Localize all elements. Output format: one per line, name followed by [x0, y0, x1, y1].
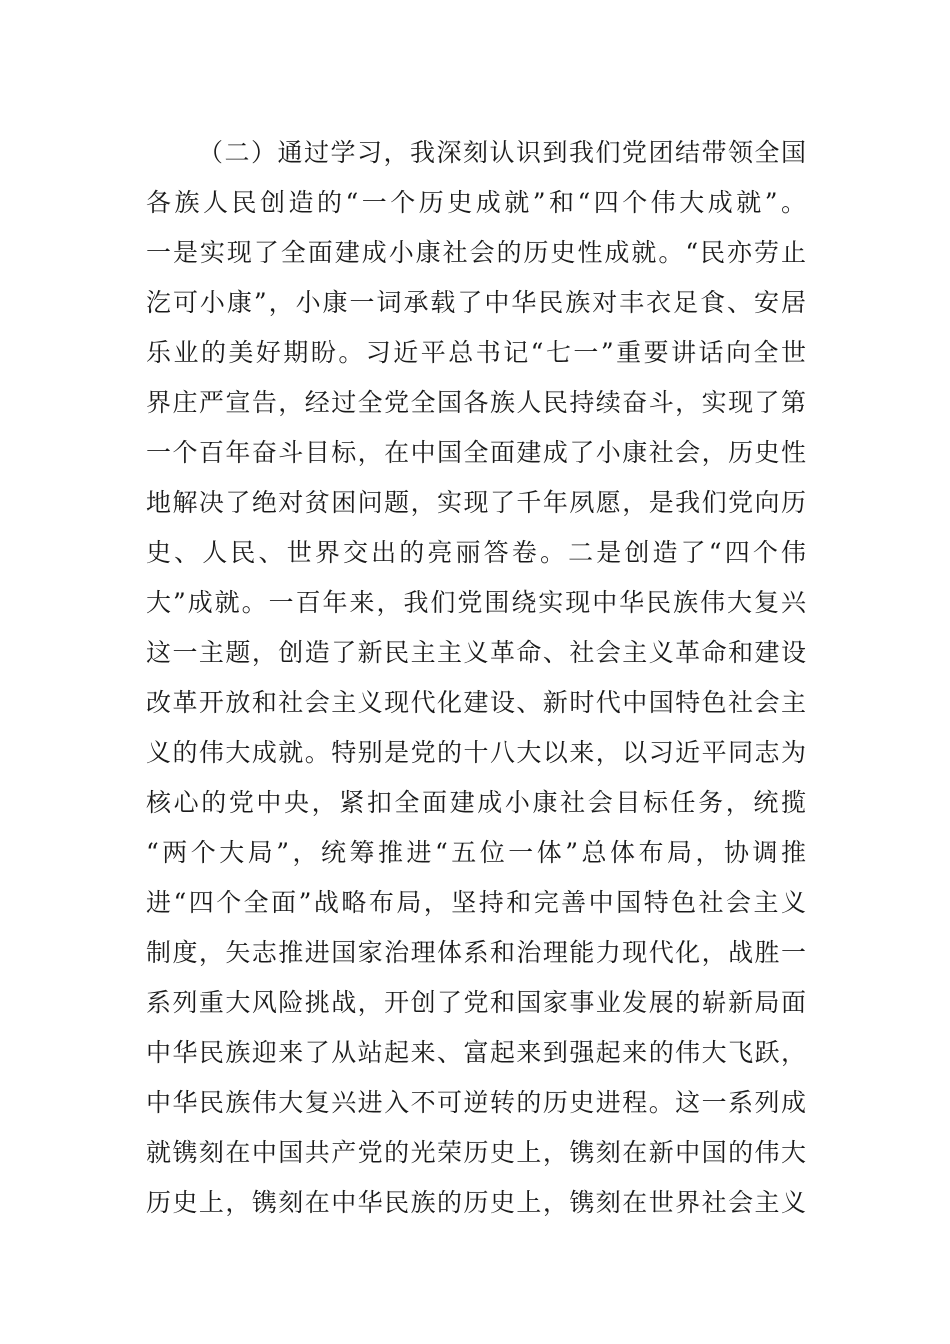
text-line-16: 进“四个全面”战略布局，坚持和完善中国特色社会主义: [146, 888, 806, 917]
text-line-15: “两个大局”，统筹推进“五位一体”总体布局，协调推: [146, 838, 806, 867]
text-line-13: 义的伟大成就。特别是党的十八大以来，以习近平同志为: [146, 738, 806, 767]
text-line-6: 界庄严宣告，经过全党全国各族人民持续奋斗，实现了第: [146, 388, 806, 417]
text-line-4: 汔可小康”，小康一词承载了中华民族对丰衣足食、安居: [146, 288, 806, 317]
text-line-2: 各族人民创造的“一个历史成就”和“四个伟大成就”。: [146, 188, 806, 217]
text-line-12: 改革开放和社会主义现代化建设、新时代中国特色社会主: [146, 688, 806, 717]
text-line-5: 乐业的美好期盼。习近平总书记“七一”重要讲话向全世: [146, 338, 806, 367]
text-line-10: 大”成就。一百年来，我们党围绕实现中华民族伟大复兴: [146, 588, 806, 617]
text-line-9: 史、人民、世界交出的亮丽答卷。二是创造了“四个伟: [146, 538, 806, 567]
text-line-17: 制度，矢志推进国家治理体系和治理能力现代化，战胜一: [146, 938, 806, 967]
body-paragraph: [146, 128, 806, 1228]
text-line-20: 中华民族伟大复兴进入不可逆转的历史进程。这一系列成: [146, 1088, 806, 1117]
text-line-7: 一个百年奋斗目标，在中国全面建成了小康社会，历史性: [146, 438, 806, 467]
text-line-18: 系列重大风险挑战，开创了党和国家事业发展的崭新局面: [146, 988, 806, 1017]
text-line-11: 这一主题，创造了新民主主义革命、社会主义革命和建设: [146, 638, 806, 667]
text-line-21: 就镌刻在中国共产党的光荣历史上，镌刻在新中国的伟大: [146, 1138, 806, 1167]
text-line-3: 一是实现了全面建成小康社会的历史性成就。“民亦劳止: [146, 238, 806, 267]
text-line-14: 核心的党中央，紧扣全面建成小康社会目标任务，统揽: [146, 788, 806, 817]
text-line-8: 地解决了绝对贫困问题，实现了千年夙愿，是我们党向历: [146, 488, 806, 517]
text-line-19: 中华民族迎来了从站起来、富起来到强起来的伟大飞跃，: [146, 1038, 806, 1067]
text-line-22: 历史上，镌刻在中华民族的历史上，镌刻在世界社会主义: [146, 1188, 806, 1217]
text-line-1: （二）通过学习，我深刻认识到我们党团结带领全国: [198, 138, 806, 167]
